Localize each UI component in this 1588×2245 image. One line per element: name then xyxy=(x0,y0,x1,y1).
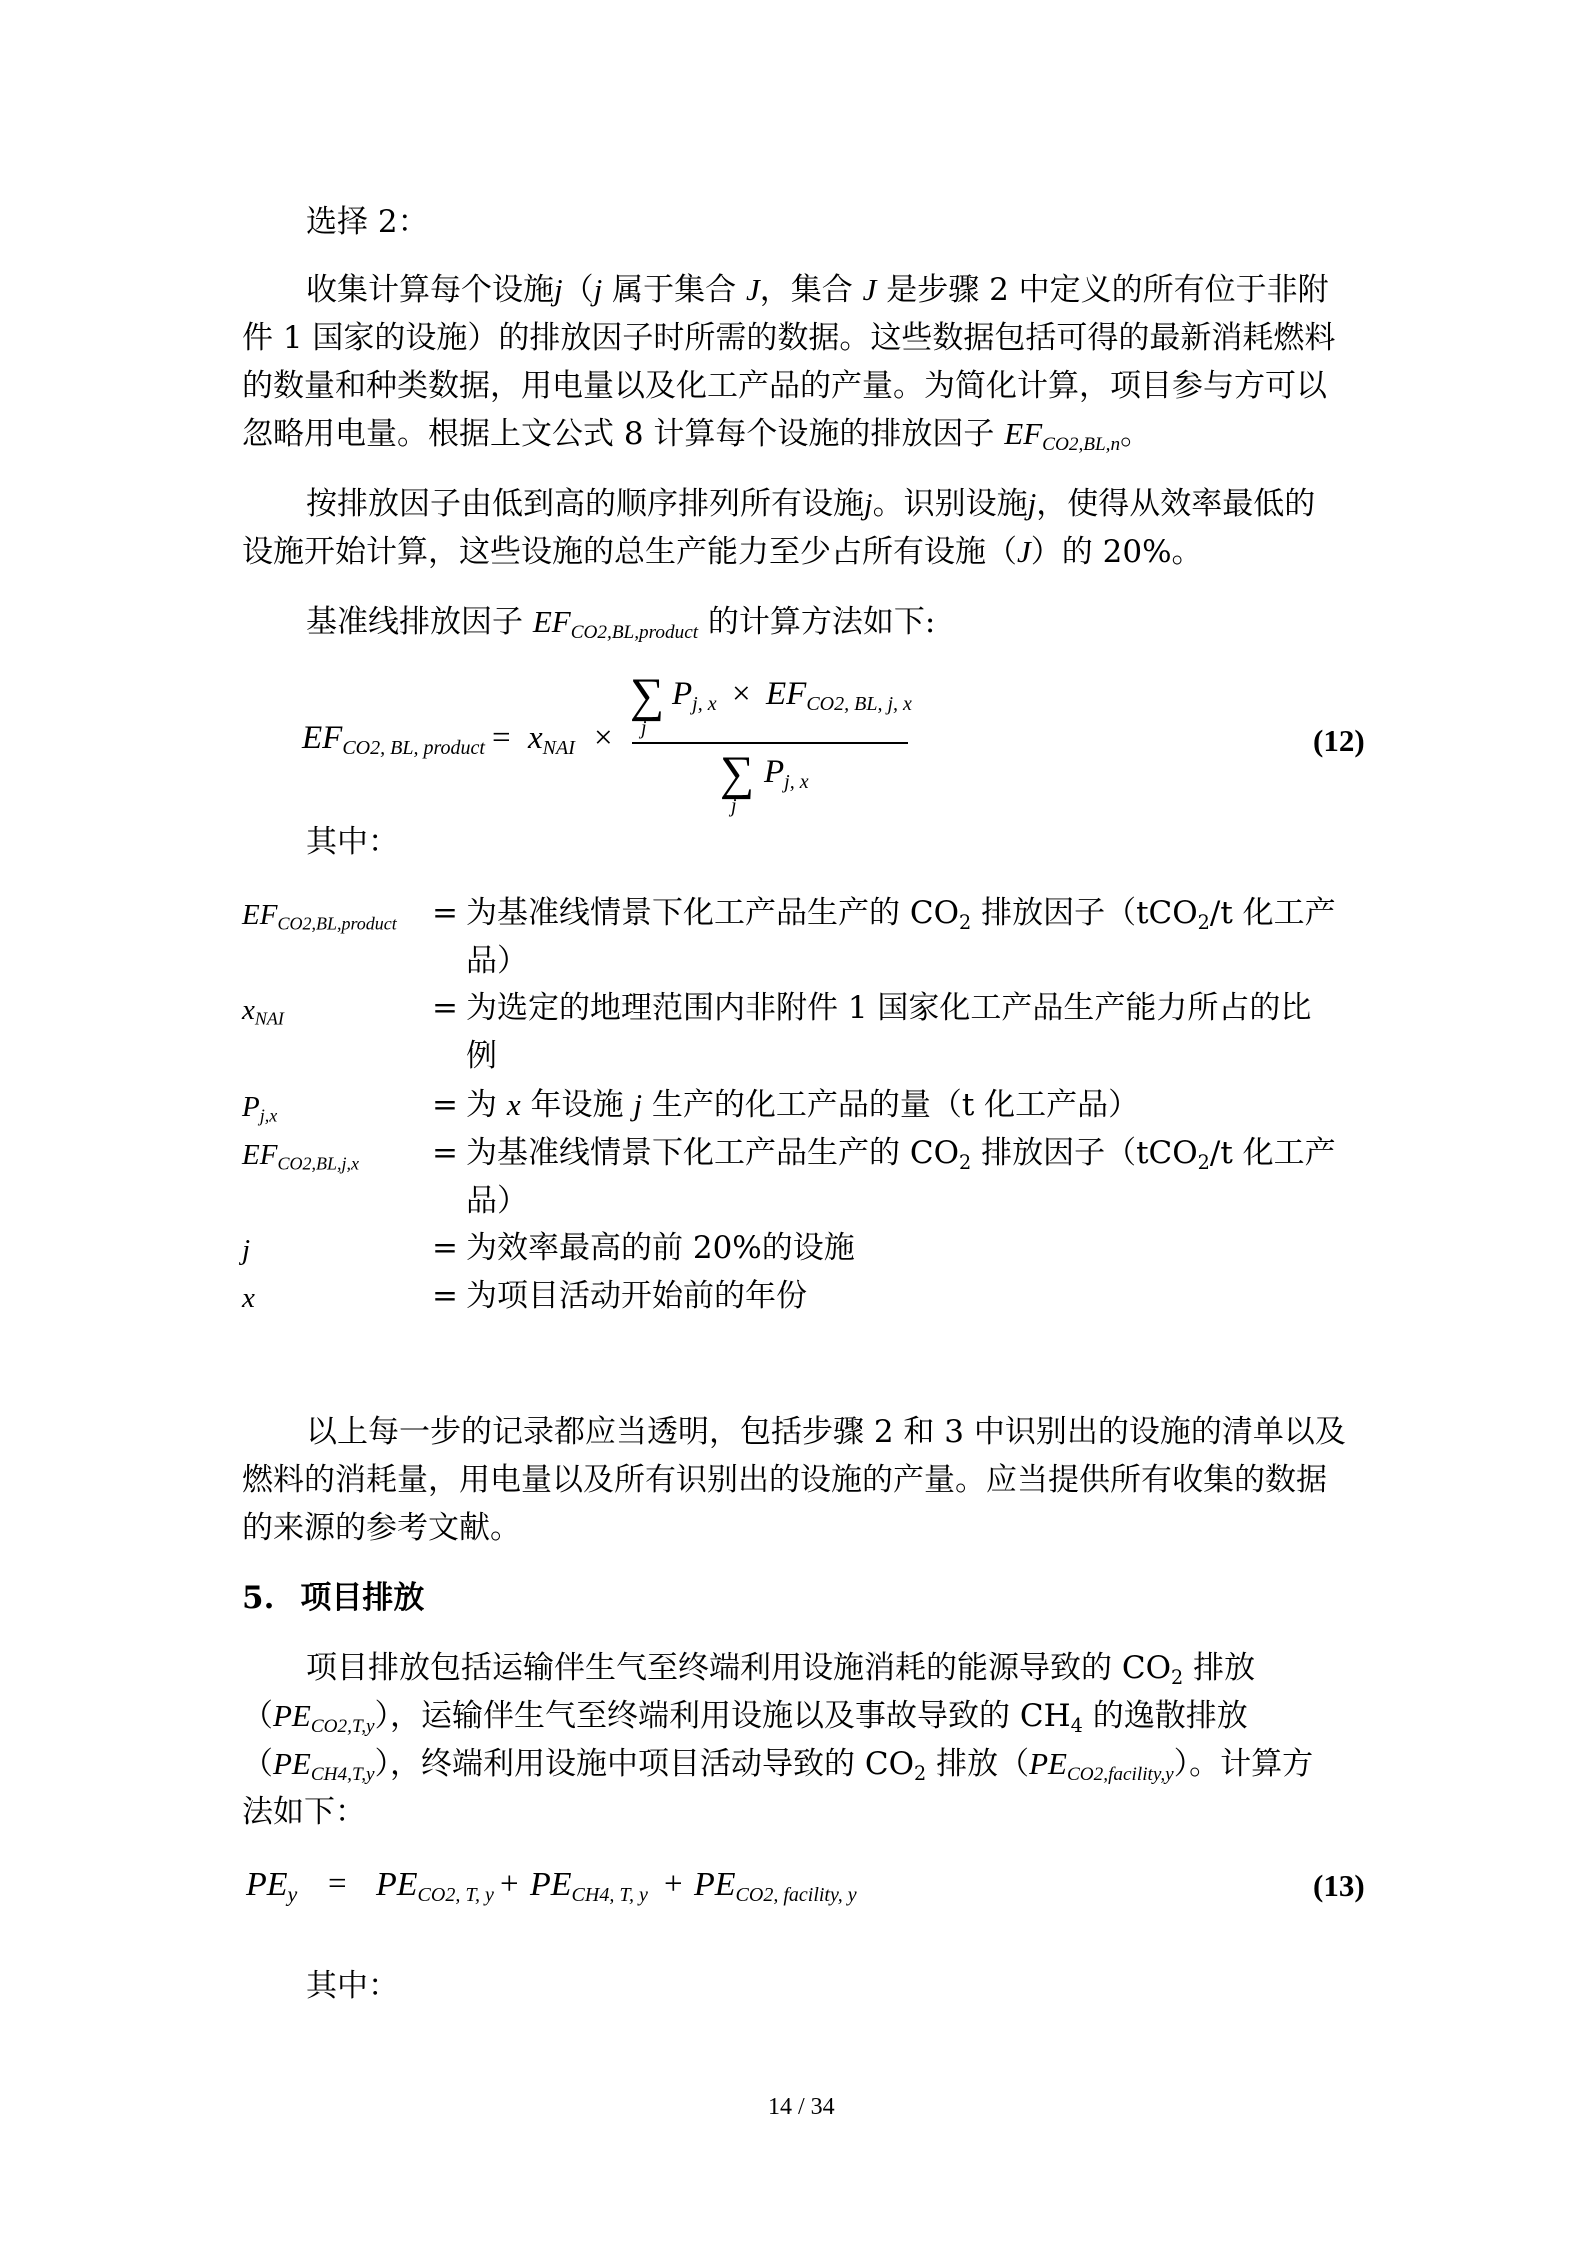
def-equals: = xyxy=(432,1230,458,1266)
paragraph-2-line-2: 设施开始计算，这些设施的总生产能力至少占所有设施（J）的 20%。 xyxy=(242,534,1203,570)
eq12-denominator-p: $P_{j, x}$ xyxy=(764,754,809,793)
eq13-plus-1: + xyxy=(500,1866,519,1902)
def-text: 为 x 年设施 j 生产的化工产品的量（t 化工产品） xyxy=(466,1087,1140,1123)
paragraph-5-line-3: $(PE_{CH4,T,y})$，终端利用设施中项目活动导致的 $CO_2$ 排放$(PE_{CO2,facility,y})$。计算方 xyxy=(242,1746,1314,1785)
paragraph-1-line-2: 件 1 国家的设施）的排放因子时所需的数据。这些数据包括可得的最新消耗燃料 xyxy=(242,320,1336,356)
where-label-2: 其中： xyxy=(306,1968,399,2004)
eq12-denominator-sum-icon: ∑ xyxy=(720,747,755,800)
eq12-numerator-sum-icon: ∑ xyxy=(630,669,665,722)
def-equals: = xyxy=(432,990,458,1026)
option-heading: 选择 2： xyxy=(306,204,429,240)
eq12-numerator-p: $P_{j, x}$ xyxy=(672,676,717,715)
paragraph-5-line-1: 项目排放包括运输伴生气至终端利用设施消耗的能源导致的 $CO_2$ 排放 xyxy=(306,1650,1256,1689)
eq12-lhs: $EF_{CO2, BL, product}$ xyxy=(302,720,485,759)
def-equals: = xyxy=(432,1135,458,1171)
paragraph-3: 基准线排放因子 $EF_{CO2,BL,product}$ 的计算方法如下: xyxy=(306,604,936,643)
eq12-denominator-sum-index: j xyxy=(731,795,737,817)
eq12-numerator-times: × xyxy=(732,676,751,712)
def-symbol-x: x xyxy=(242,1282,255,1314)
def-symbol-x-nai: $x_{NAI}$ xyxy=(242,994,284,1029)
eq13-number: (13) xyxy=(1313,1868,1365,1903)
def-text: 为基准线情景下化工产品生产的 $CO_2$ 排放因子（tCO$_2$/t 化工产 品） xyxy=(466,1135,1336,1219)
paragraph-4-line-1: 以上每一步的记录都应当透明，包括步骤 2 和 3 中识别出的设施的清单以及 xyxy=(306,1414,1346,1450)
def-text: 为效率最高的前 20%的设施 xyxy=(466,1230,855,1266)
eq13-term-1: $PE_{CO2, T, y}$ xyxy=(376,1866,494,1906)
paragraph-4-line-3: 的来源的参考文献。 xyxy=(242,1510,521,1546)
paragraph-2-line-1: 按排放因子由低到高的顺序排列所有设施j。识别设施j，使得从效率最低的 xyxy=(306,486,1316,522)
eq13-lhs: $PE_y$ xyxy=(246,1866,298,1907)
eq13-term-2: $PE_{CH4, T, y}$ xyxy=(530,1866,648,1906)
eq12-x-nai: $x_{NAI}$ xyxy=(528,720,575,759)
section-number: 5. xyxy=(242,1580,275,1616)
paragraph-1-line-3: 的数量和种类数据，用电量以及化工产品的产量。为简化计算，项目参与方可以 xyxy=(242,368,1327,404)
eq12-number: (12) xyxy=(1313,723,1365,758)
def-symbol-j: j xyxy=(242,1234,251,1266)
def-text: 为基准线情景下化工产品生产的 $CO_2$ 排放因子（tCO$_2$/t 化工产 品） xyxy=(466,895,1336,979)
def-symbol-ef-co2-bl-product: $EF_{CO2,BL,product}$ xyxy=(242,899,397,934)
eq12-times: × xyxy=(594,720,613,756)
def-equals: = xyxy=(432,1087,458,1123)
paragraph-5-line-4: 法如下： xyxy=(242,1794,366,1830)
eq13-plus-2: + xyxy=(664,1866,683,1902)
eq12-equals: = xyxy=(492,720,511,756)
def-text: 为选定的地理范围内非附件 1 国家化工产品生产能力所占的比 例 xyxy=(466,990,1312,1074)
def-text: 为项目活动开始前的年份 xyxy=(466,1278,807,1314)
eq13-term-3: $PE_{CO2, facility, y}$ xyxy=(694,1866,857,1906)
paragraph-4-line-2: 燃料的消耗量，用电量以及所有识别出的设施的产量。应当提供所有收集的数据 xyxy=(242,1462,1327,1498)
paragraph-5-line-2: $(PE_{CO2,T,y})$，运输伴生气至终端利用设施以及事故导致的 $CH_4$ 的逸散排放 xyxy=(242,1698,1248,1737)
def-symbol-p-jx: $P_{j,x}$ xyxy=(242,1091,278,1126)
eq12-numerator-ef: $EF_{CO2, BL, j, x}$ xyxy=(766,676,912,715)
eq13-equals: = xyxy=(328,1866,347,1902)
eq12-fraction-bar xyxy=(632,742,908,744)
def-symbol-ef-co2-bl-jx: $EF_{CO2,BL,j,x}$ xyxy=(242,1139,359,1174)
section-5-heading xyxy=(242,1578,424,1618)
where-label-1: 其中： xyxy=(306,824,399,860)
paragraph-1-line-4: 忽略用电量。根据上文公式 8 计算每个设施的排放因子 $EF_{CO2,BL,n}$。 xyxy=(242,416,1152,455)
section-title: 项目排放 xyxy=(300,1580,425,1616)
page-number: 14 / 34 xyxy=(768,2094,835,2120)
paragraph-1-line-1: 收集计算每个设施j（j 属于集合 J，集合 J 是步骤 2 中定义的所有位于非附 xyxy=(306,272,1329,308)
def-equals: = xyxy=(432,895,458,931)
eq12-numerator-sum-index: j xyxy=(641,717,647,739)
def-equals: = xyxy=(432,1278,458,1314)
